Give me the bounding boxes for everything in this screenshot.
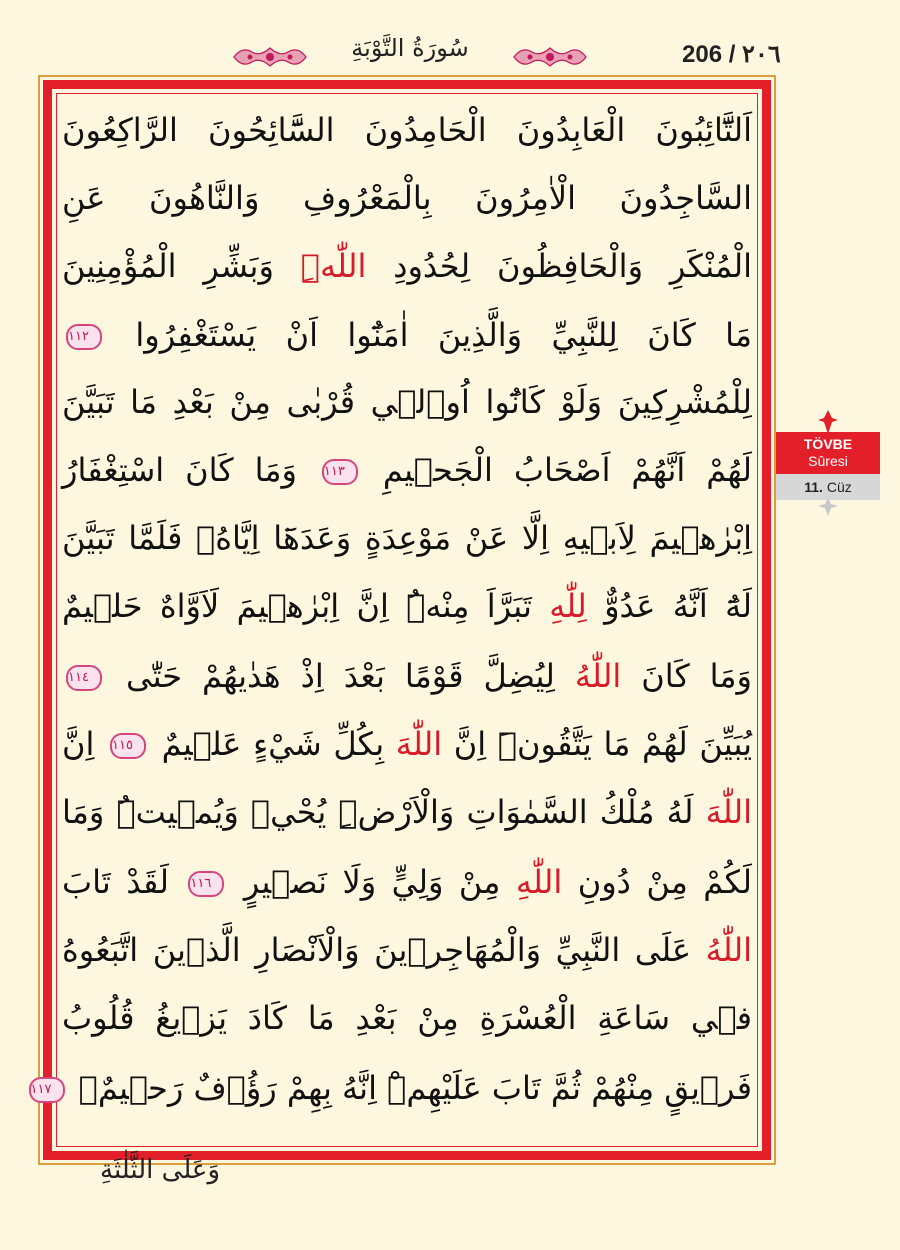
divine-name: لِلّٰهِ bbox=[549, 587, 587, 625]
verse-line bbox=[62, 164, 752, 232]
verse-text: وَمَا كَانَ bbox=[621, 657, 753, 695]
verse-text: لِيُضِلَّ قَوْمًا بَعْدَ اِذْ هَدٰيهُمْ حَتّٰى bbox=[106, 657, 575, 695]
verse-text: لَهُ مُلْكُ السَّمٰوَاتِ وَالْاَرْضِۜ يُحْي۪ وَيُم۪يتُۜ وَمَا bbox=[62, 793, 706, 831]
verse-line bbox=[62, 301, 752, 369]
quran-text-area bbox=[30, 96, 753, 1146]
verse-text: السَّاجِدُونَ الْاٰمِرُونَ بِالْمَعْرُوفِ وَالنَّاهُونَ عَنِ bbox=[62, 179, 752, 217]
page-header bbox=[0, 0, 900, 70]
juz-label: Cüz bbox=[826, 479, 852, 495]
verse-line bbox=[30, 1054, 752, 1122]
page-number: 206 / ٢٠٦ bbox=[682, 41, 781, 68]
verse-text: لَقَدْ تَابَ bbox=[62, 863, 185, 901]
sura-name-badge bbox=[776, 432, 880, 474]
verse-line bbox=[62, 916, 752, 984]
ayah-number-marker: ١١٤ bbox=[66, 665, 102, 691]
ayah-number-marker: ١١٧ bbox=[29, 1077, 65, 1103]
verse-text: وَبَشِّرِ الْمُؤْمِنِينَ bbox=[62, 247, 301, 285]
juz-number: 11. bbox=[804, 479, 823, 495]
verse-text: ف۪ي سَاعَةِ الْعُسْرَةِ مِنْ بَعْدِ مَا كَادَ يَز۪يغُ قُلُوبُ bbox=[62, 999, 752, 1037]
ayah-number-marker: ١١٦ bbox=[188, 871, 224, 897]
verse-text: لَكُمْ مِنْ دُونِ bbox=[562, 863, 753, 901]
verse-text: وَمَا كَانَ اسْتِغْفَارُ bbox=[62, 451, 318, 489]
verse-line bbox=[62, 642, 752, 710]
divine-name: اللّٰهِ bbox=[515, 863, 563, 901]
sura-title: سُورَةُ التَّوْبَةِ bbox=[351, 34, 469, 62]
juz-badge bbox=[776, 474, 880, 500]
catchword: وَعَلَى الثَّلٰثَةِ bbox=[100, 1155, 220, 1185]
verse-text: مَا كَانَ لِلنَّبِيِّ وَالَّذِينَ اٰمَنُٓوا اَنْ يَسْتَغْفِرُوا bbox=[106, 316, 752, 354]
sura-sub-label: Sûresi bbox=[808, 453, 848, 469]
verse-line bbox=[62, 96, 752, 164]
verse-line bbox=[62, 232, 752, 300]
verse-text: تَبَرَّاَ مِنْهُۜ اِنَّ اِبْرٰه۪يمَ لَاَوَّاهٌ حَل۪يمٌ bbox=[62, 587, 550, 625]
divine-name: اللّٰهَ bbox=[395, 725, 443, 763]
verse-line bbox=[62, 710, 752, 778]
verse-text: اِبْرٰه۪يمَ لِاَب۪يهِ اِلَّا عَنْ مَوْعِدَةٍ وَعَدَهَٓا اِيَّاهُۚ فَلَمَّا تَبَيَّنَ bbox=[62, 519, 752, 557]
divine-name: اللّٰهُ bbox=[705, 931, 752, 969]
verse-line bbox=[62, 984, 752, 1052]
verse-text: لَهُٓ اَنَّهُ عَدُوٌّ bbox=[586, 587, 753, 625]
verse-text: مِنْ وَلِيٍّ وَلَا نَص۪يرٍ bbox=[228, 863, 516, 901]
verse-text: الْمُنْكَرِ وَالْحَافِظُونَ لِحُدُودِ bbox=[366, 247, 753, 285]
verse-text: اِنَّ bbox=[62, 725, 107, 763]
tab-ornament-top-icon bbox=[818, 410, 838, 434]
verse-text: يُبَيِّنَ لَهُمْ مَا يَتَّقُونَۜ اِنَّ bbox=[442, 725, 753, 763]
verse-text: عَلَى النَّبِيِّ وَالْمُهَاجِر۪ينَ وَالْاَنْصَارِ الَّذ۪ينَ اتَّبَعُوهُ bbox=[62, 931, 706, 969]
verse-line bbox=[62, 436, 752, 504]
verse-line bbox=[62, 848, 752, 916]
left-ornament-icon bbox=[232, 44, 308, 70]
divine-name: اللّٰهَ bbox=[705, 793, 752, 831]
verse-text: فَر۪يقٍ مِنْهُمْ ثُمَّ تَابَ عَلَيْهِمْۜ اِنَّهُ بِهِمْ رَؤُ۫فٌ رَح۪يمٌۙ bbox=[68, 1069, 752, 1107]
ayah-number-marker: ١١٢ bbox=[66, 324, 102, 350]
right-ornament-icon bbox=[512, 44, 588, 70]
ayah-number-marker: ١١٣ bbox=[322, 459, 358, 485]
verse-line bbox=[62, 572, 752, 640]
sura-name-label: TÖVBE bbox=[803, 436, 853, 452]
ayah-number-marker: ١١٥ bbox=[110, 733, 146, 759]
verse-text: اَلتَّٓائِبُونَ الْعَابِدُونَ الْحَامِدُونَ السَّٓائِحُونَ الرَّاكِعُونَ bbox=[62, 111, 752, 149]
verse-text: بِكُلِّ شَيْءٍ عَل۪يمٌ bbox=[150, 725, 396, 763]
verse-line bbox=[62, 778, 752, 846]
verse-text: لِلْمُشْرِكِينَ وَلَوْ كَانُٓوا اُو۬لٖي قُرْبٰى مِنْ بَعْدِ مَا تَبَيَّنَ bbox=[62, 383, 752, 421]
verse-text: لَهُمْ اَنَّهُمْ اَصْحَابُ الْجَح۪يمِ bbox=[361, 451, 753, 489]
divine-name: اللّٰهُ bbox=[574, 657, 622, 695]
tab-ornament-bottom-icon bbox=[818, 498, 838, 516]
verse-line bbox=[62, 368, 752, 436]
divine-name: اللّٰهِۜ bbox=[300, 247, 367, 285]
verse-line bbox=[62, 504, 752, 572]
